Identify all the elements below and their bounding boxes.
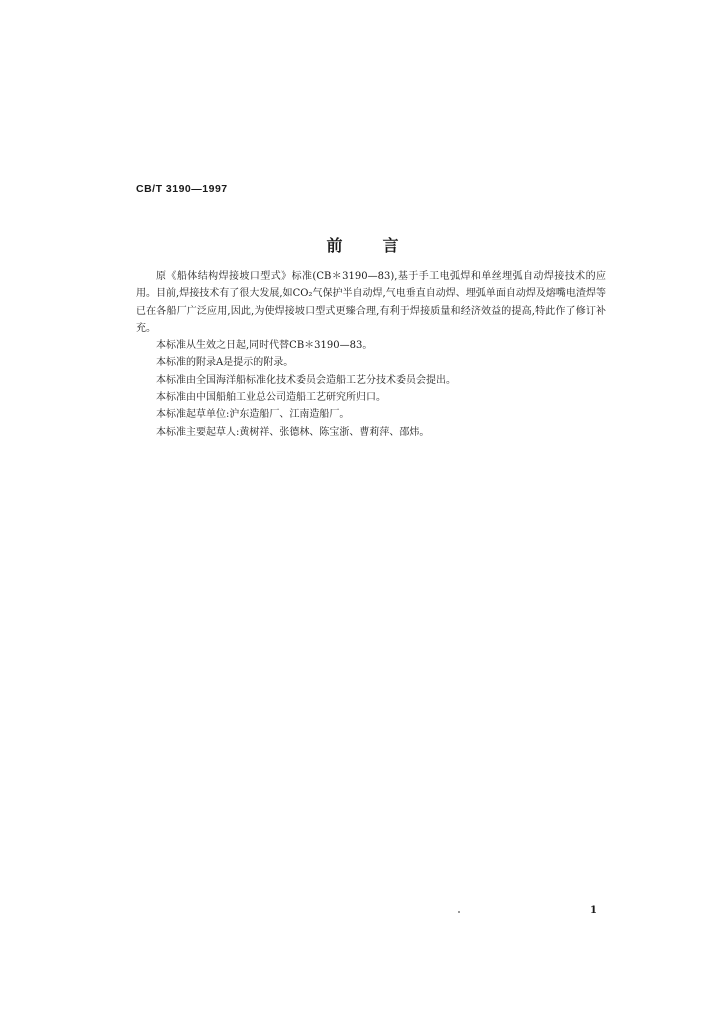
page-title: 前言 <box>326 236 439 255</box>
page-number: 1 <box>590 905 597 916</box>
paragraph-drafters: 本标准主要起草人:黄树祥、张德林、陈宝浙、曹莉萍、邵炜。 <box>156 426 430 438</box>
document-code: CB/T 3190—1997 <box>136 183 228 195</box>
paragraph-managed-by: 本标准由中国船舶工业总公司造船工艺研究所归口。 <box>156 392 386 404</box>
paragraph-proposed-by: 本标准由全国海洋船标准化技术委员会造船工艺分技术委员会提出。 <box>156 374 456 386</box>
paragraph-drafting-units: 本标准起草单位:沪东造船厂、江南造船厂。 <box>156 409 350 421</box>
scan-speck <box>458 911 460 913</box>
paragraph-intro: 原《船体结构焊接坡口型式》标准(CB＊3190—83),基于手工电弧焊和单丝埋弧自动焊接技术的应用。目前,焊接技术有了很大发展,如CO₂气保护半自动焊,气电垂直自动焊、埋弧单面自动焊及熔嘴电渣焊等已在各船厂广泛应用,因此,为使焊接坡口型式更臻合理,有利于焊接质量和经济效益的提高,特此作了修订补充。 <box>136 271 606 334</box>
paragraph-appendix: 本标准的附录A是提示的附录。 <box>156 357 294 369</box>
paragraph-replaces: 本标准从生效之日起,同时代替CB＊3190—83。 <box>156 340 373 352</box>
foreword-body <box>136 268 606 441</box>
